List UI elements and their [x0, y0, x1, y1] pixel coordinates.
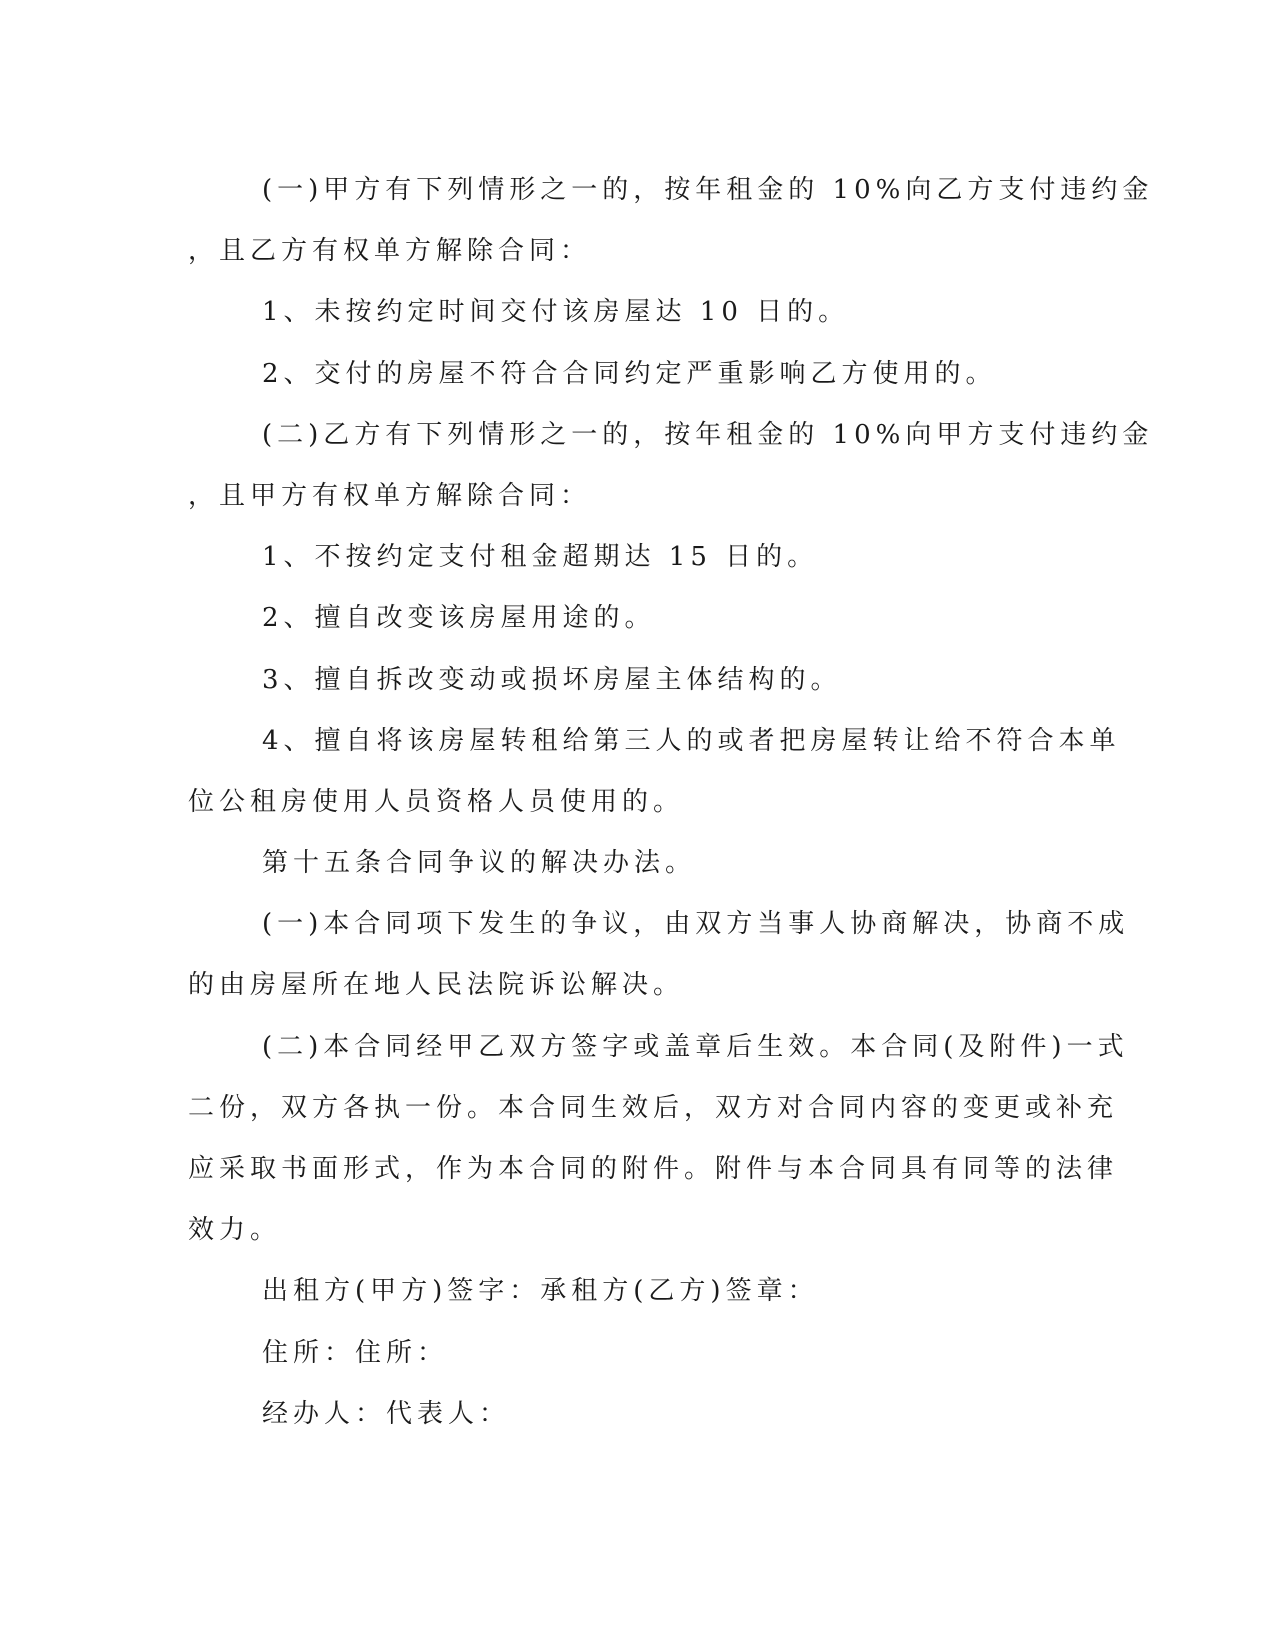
clause-b-item-3: 3、擅自拆改变动或损坏房屋主体结构的。 — [262, 664, 842, 695]
clause-a-item-1: 1、未按约定时间交付该房屋达 10 日的。 — [262, 297, 850, 328]
clause-b-item-4-line-2: 位公租房使用人员资格人员使用的。 — [188, 786, 685, 817]
dispute-clause-line-2: 的由房屋所在地人民法院诉讼解决。 — [188, 970, 685, 1001]
signature-line: 出租方(甲方)签字：承租方(乙方)签章： — [262, 1276, 819, 1307]
clause-a-line-1: (一)甲方有下列情形之一的，按年租金的 10%向乙方支付违约金 — [262, 175, 1154, 205]
clause-b-line-2: ，且甲方有权单方解除合同： — [188, 480, 592, 511]
address-line: 住所：住所： — [262, 1337, 449, 1368]
document-body — [188, 160, 1154, 1445]
clause-a-line-2: ，且乙方有权单方解除合同： — [188, 236, 592, 267]
dispute-clause-line-1: (一)本合同项下发生的争议，由双方当事人协商解决，协商不成 — [262, 909, 1130, 940]
agent-line: 经办人：代表人： — [262, 1398, 511, 1429]
clause-b-item-1: 1、不按约定支付租金超期达 15 日的。 — [262, 542, 819, 573]
article-15-heading: 第十五条合同争议的解决办法。 — [262, 848, 697, 879]
effect-clause-line-4: 效力。 — [188, 1215, 282, 1246]
clause-b-item-2: 2、擅自改变该房屋用途的。 — [262, 603, 656, 634]
effect-clause-line-3: 应采取书面形式，作为本合同的附件。附件与本合同具有同等的法律 — [188, 1154, 1119, 1184]
clause-a-item-2: 2、交付的房屋不符合合同约定严重影响乙方使用的。 — [262, 358, 997, 389]
clause-b-item-4-line-1: 4、擅自将该房屋转租给第三人的或者把房屋转让给不符合本单 — [262, 725, 1121, 756]
effect-clause-line-1: (二)本合同经甲乙双方签字或盖章后生效。本合同(及附件)一式 — [262, 1031, 1129, 1062]
effect-clause-line-2: 二份，双方各执一份。本合同生效后，双方对合同内容的变更或补充 — [188, 1092, 1119, 1123]
clause-b-line-1: (二)乙方有下列情形之一的，按年租金的 10%向甲方支付违约金 — [262, 419, 1154, 450]
